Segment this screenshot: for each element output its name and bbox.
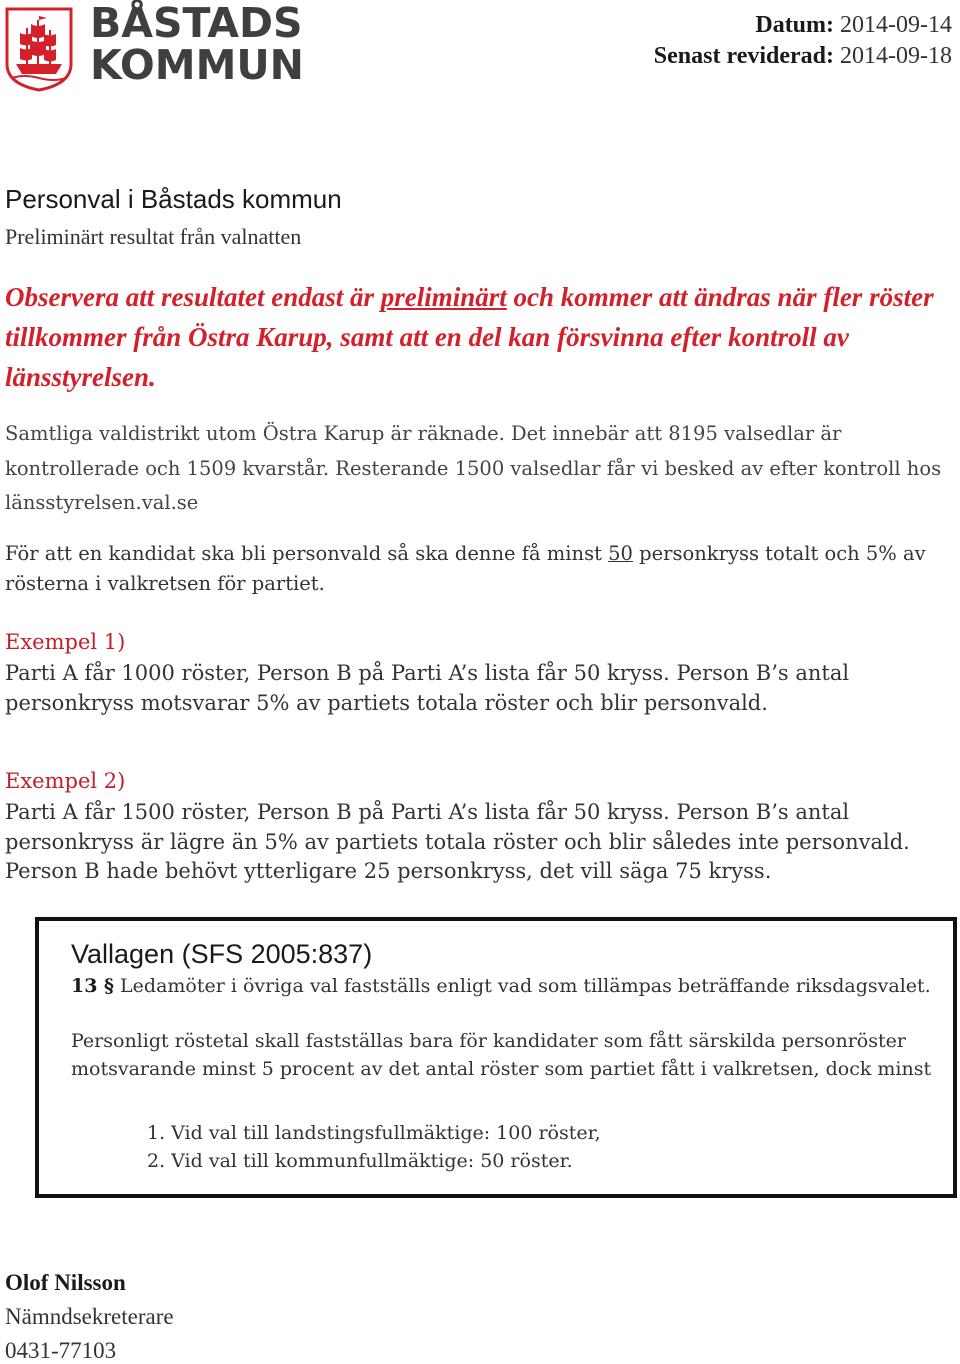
rule-part-2: personkryss totalt och 5% av rösterna i valkretsen för partiet. [5,542,926,595]
section-text: Ledamöter i övriga val fastställs enligt vad som tillämpas beträffande riksdagsvalet. [114,975,931,997]
preliminary-warning [5,277,945,397]
law-list [147,1119,601,1175]
warning-underlined: preliminärt [380,282,507,312]
example-2-body: Parti A får 1500 röster, Person B på Parti A’s lista får 50 kryss. Person B’s antal personkryss är lägre än 5% av partiets totala röster och blir således inte personvald. Person B hade behövt ytterligare 25 personkryss, det vill säga 75 kryss. [5,800,910,883]
logo-line-2: KOMMUN [90,41,304,89]
personal-vote-rule [5,539,950,599]
logo-wordmark [90,0,310,89]
law-title: Vallagen (SFS 2005:837) [71,939,373,969]
example-1-body: Parti A får 1000 röster, Person B på Parti A’s lista får 50 kryss. Person B’s antal personkryss motsvarar 5% av partiets totala röster och blir personvald. [5,661,850,715]
logo-line-1: BÅSTADS [90,0,303,47]
counted-districts-paragraph: Samtliga valdistrikt utom Östra Karup är räknade. Det innebär att 8195 valsedlar är kontrollerade och 1509 kvarstår. Resterande 1500 valsedlar får vi besked av efter kontroll hos länsstyrelsen.val.se [5,422,942,514]
page-subtitle: Preliminärt resultat från valnatten [5,224,302,249]
law-paragraph: Personligt röstetal skall fastställas bara för kandidater som fått särskilda personröster motsvarande minst 5 procent av det antal röster som partiet fått i valkretsen, dock minst [71,1030,932,1080]
date-value: 2014-09-14 [840,12,952,38]
rule-part-1: För att en kandidat ska bli personvald så ska denne få minst [5,542,609,565]
example-1-heading: Exempel 1) [5,630,126,654]
section-number: 13 § [71,975,114,997]
page-title: Personval i Båstads kommun [5,184,342,214]
election-law-box [35,917,957,1198]
law-list-item: 2. Vid val till kommunfullmäktige: 50 röster. [147,1150,573,1172]
signature-title: Nämndsekreterare [5,1304,174,1329]
date-row [654,10,952,41]
rule-underlined: 50 [608,542,633,565]
law-list-item: 1. Vid val till landstingsfullmäktige: 100 röster, [147,1122,601,1144]
date-label: Datum: [755,12,835,38]
revised-value: 2014-09-18 [840,43,952,69]
revised-row [654,41,952,72]
law-section-13 [71,975,951,997]
signature-name: Olof Nilsson [5,1270,126,1295]
warning-part-2: och kommer att ändras när fler röster tillkommer från Östra Karup, samt att en del kan försvinna efter kontroll av länsstyrelsen. [5,282,934,392]
signature-phone: 0431-77103 [5,1338,117,1363]
example-2-heading: Exempel 2) [5,769,126,793]
document-meta [654,10,952,72]
municipality-logo-icon [4,6,74,92]
warning-part-1: Observera att resultatet endast är [5,282,381,312]
revised-label: Senast reviderad: [653,43,835,69]
